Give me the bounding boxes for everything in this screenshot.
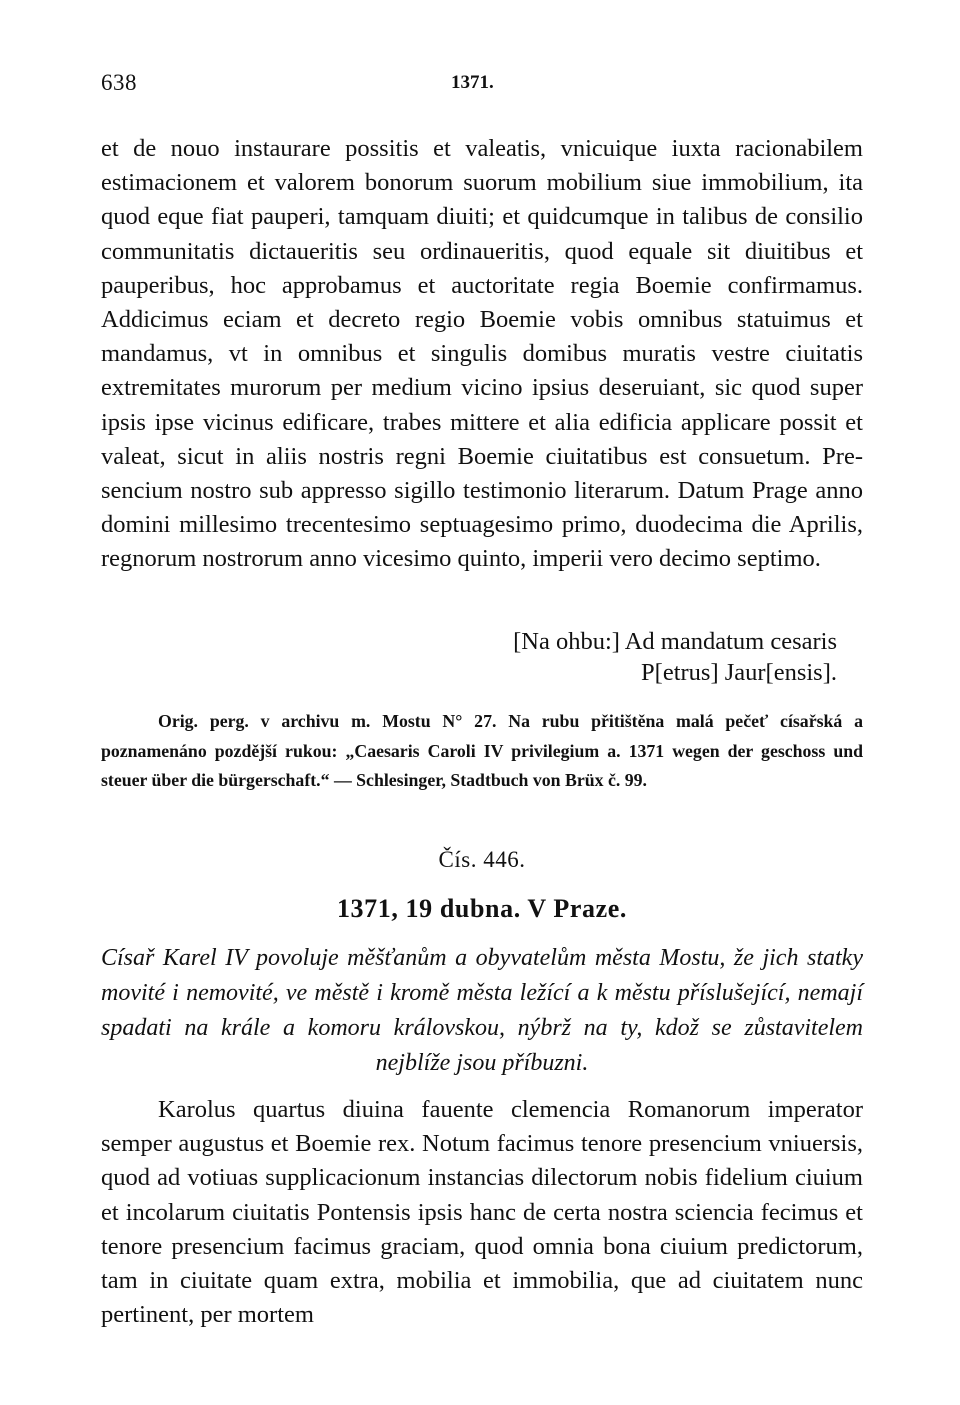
running-year: 1371.	[451, 72, 494, 93]
document-number: Čís. 446.	[438, 847, 526, 872]
signature-line-mandate: [Na ohbu:] Ad mandatum cesaris	[513, 628, 837, 655]
charter-text: Karolus quartus diuina fauente clemencia Romanorum imperator semper augustus et Boemie rex. Notum facimus tenore presencium vniuersis, quod ad votiuas supplicacionum instancias dilectorum nobis fidelium ciuium et incolarum ciuitatis Pontensis ipsis hanc de certa nostra sciencia fecimus et tenore presencium facimus graciam, quod omnia bona ciuium predictorum, tam in ciuitate quam extra, mobilia et immobilia, que ad ciuitatem nunc pertinent, per mortem	[101, 1096, 863, 1329]
continued-charter-text: et de nouo instaurare possitis et valeatis, vnicuique iuxta racionabilem estimacionem et valorem bonorum suorum mobilium siue immobilium, ita quod eque fiat pauperi, tamquam diuiti; et quidcumque in talibus de consilio communitatis dictaueritis seu ordinaueritis, quod equale sit diuitibus et pauperibus, hoc approbamus et auctoritate regia Boemie confirmamus. Addicimus eciam et decreto regio Boemie vobis omnibus statuimus et mandamus, vt in omnibus et singulis domibus muratis vestre ciuitatis extremitates murorum per medium vicino ipsius deseruiant, sic quod super ipsis ipse vicinus edificare, trabes mittere et alia edificia applicare possit et valeat, sicut in aliis nostris regni Boemie ciuitatibus est consuetum. Presencium nostro sub appresso sigillo testimonio literarum. Datum Prage anno domini millesimo trecentesimo septuagesimo primo, duodecima die Aprilis, regnorum nostrorum anno vicesimo quinto, imperii vero decimo septimo.	[101, 135, 863, 573]
signature-block	[101, 626, 837, 688]
czech-summary: Císař Karel IV povoluje měšťanům a obyvatelům města Mostu, že jich statky movité i nemovité, ve městě i kromě města ležící a k městu příslušející, nemají spadati na krále a komoru královskou, nýbrž na ty, kdož se zůstavitelem nejblíže jsou příbuzni.	[101, 945, 863, 1076]
signature-line-name: P[etrus] Jaur[ensis].	[641, 659, 837, 686]
document-date-place: 1371, 19 dubna. V Praze.	[336, 894, 628, 923]
archival-note: Orig. perg. v archivu m. Mostu N° 27. Na rubu přitištěna malá pečeť císařská a poznamenáno pozdější rukou: „Caesaris Caroli IV privilegium a. 1371 wegen der geschoss und steuer über die bürgerschaft.“ — Schlesinger, Stadtbuch von Brüx č. 99.	[101, 711, 863, 790]
page-header	[101, 70, 861, 106]
page-number: 638	[101, 70, 137, 95]
